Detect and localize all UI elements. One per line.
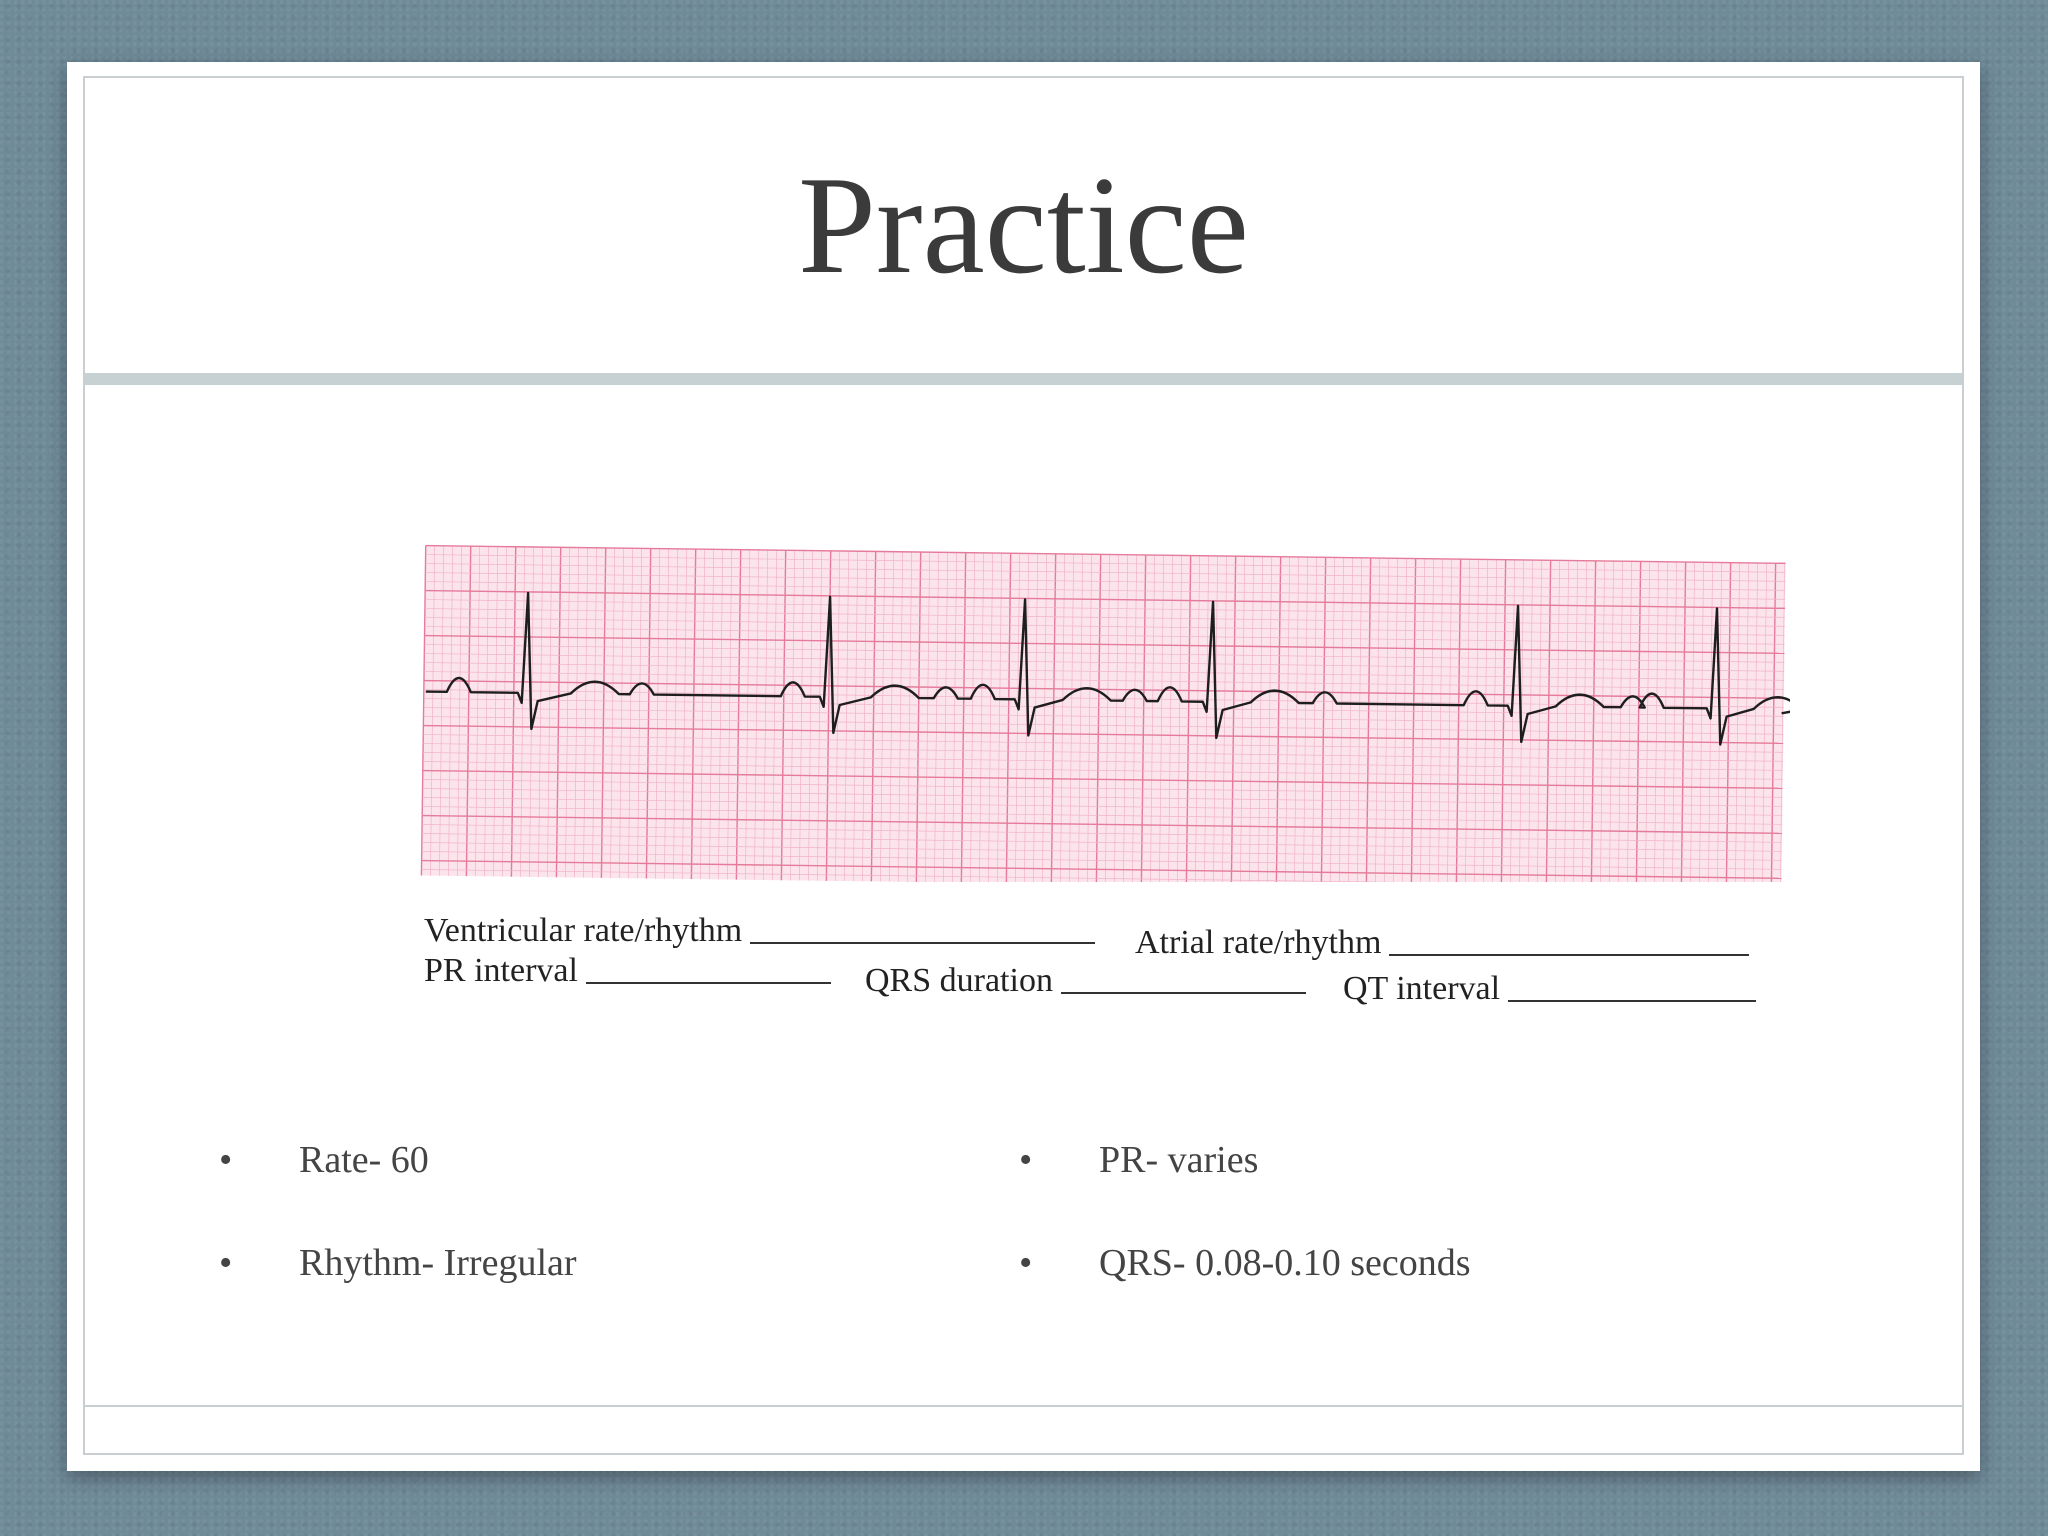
qt-interval-field [1343,970,1756,1008]
bullet-marker: • [219,1139,233,1181]
ventricular-rate-field [424,912,1095,950]
ventricular-rate-blank [750,942,1095,944]
title-divider [85,373,1962,385]
atrial-rate-label: Atrial rate/rhythm [1135,924,1382,961]
ecg-figure [350,482,1790,1042]
pr-interval-label: PR interval [424,952,578,989]
atrial-rate-field [1135,924,1749,962]
atrial-rate-blank [1389,954,1749,956]
bullet-marker: • [1019,1242,1033,1284]
slide-title: Practice [798,148,1249,303]
ecg-worksheet [350,482,1790,1042]
qrs-duration-field [865,962,1306,1000]
bullet-pr-text: PR- varies [1099,1139,1259,1181]
bullet-rate-text: Rate- 60 [299,1139,429,1181]
bullet-qrs-text: QRS- 0.08-0.10 seconds [1099,1242,1471,1284]
bullet-marker: • [219,1242,233,1284]
pr-interval-blank [586,982,831,984]
qrs-duration-label: QRS duration [865,962,1053,999]
bullet-marker: • [1019,1139,1033,1181]
footer-divider [85,1405,1962,1407]
qrs-duration-blank [1061,992,1306,994]
ventricular-rate-label: Ventricular rate/rhythm [424,912,743,949]
qt-interval-label: QT interval [1343,970,1501,1007]
slide [67,62,1980,1471]
qt-interval-blank [1508,1000,1756,1002]
bullet-rhythm-text: Rhythm- Irregular [299,1242,577,1284]
pr-interval-field [424,952,831,990]
